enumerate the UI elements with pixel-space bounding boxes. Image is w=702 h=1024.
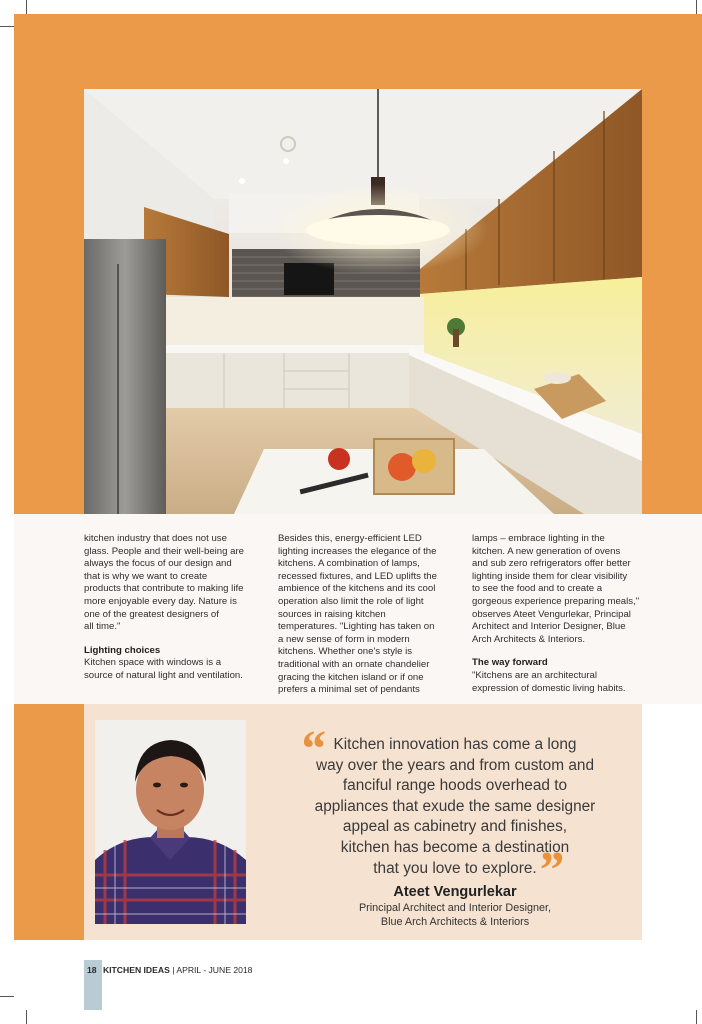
author-portrait xyxy=(95,720,246,924)
crop-mark xyxy=(0,996,14,997)
magazine-name: KITCHEN IDEAS xyxy=(102,965,170,975)
subheading-lighting-choices: Lighting choices xyxy=(84,644,161,656)
issue-date: APRIL - JUNE 2018 xyxy=(176,965,253,975)
article-column-3 xyxy=(472,533,647,695)
close-quote-icon: ” xyxy=(537,842,563,899)
subheading-way-forward: The way forward xyxy=(472,657,548,669)
crop-mark xyxy=(0,26,14,27)
crop-mark xyxy=(26,1010,27,1024)
paragraph: lamps – embrace lighting in the kitchen. A new generation of ovens and sub zero refrigerators offer better lighting inside them for clear visibility to see the food and to create a gorgeous experience preparing meals," observes Ateet Vengurlekar, Principal Architect and Interior Designer, Blue Arch Architects & Interiors. xyxy=(472,533,640,645)
paragraph: Kitchen space with windows is a source of natural light and ventilation. xyxy=(84,657,243,681)
open-quote-icon: “ xyxy=(299,721,325,778)
footer-separator: | xyxy=(172,965,175,975)
crop-mark xyxy=(26,0,27,14)
article-column-1 xyxy=(84,533,259,683)
paragraph: kitchen industry that does not use glass. People and their well-being are always the focus of our design and that is why we want to create products that contribute to making life more enjoyable every day. Nature is one of the greatest designers of all time." xyxy=(84,533,244,633)
paragraph: "Kitchens are an architectural expression of domestic living habits. xyxy=(472,669,626,694)
page-number: 18 xyxy=(87,965,97,975)
quote-author-name: Ateet Vengurlekar xyxy=(393,884,517,900)
orange-side-band xyxy=(14,704,84,940)
pullquote-text: Kitchen innovation has come a long way over the years and from custom and fanciful range hoods overhead to appliances that exude the same designer appeal as cabinetry and finishes, kitchen has become a destination that you love to explore. xyxy=(314,736,596,877)
crop-mark xyxy=(696,0,697,14)
page-footer xyxy=(87,965,252,975)
paragraph: Besides this, energy-efficient LED lighting increases the elegance of the kitchens. A combination of lamps, recessed fixtures, and LED uplifts the ambience of the kitchens and its cool operation also limit the role of light sources in raising kitchen temperatures. "Lighting has taken on a new sense of form in modern kitchens. Whether one's style is traditional with an ornate chandelier gracing the kitchen island or if one prefers a minimal set of pendants xyxy=(278,533,437,696)
kitchen-photo xyxy=(84,89,642,514)
article-column-2 xyxy=(278,533,453,697)
quote-author-role: Principal Architect and Interior Designer, Blue Arch Architects & Interiors xyxy=(358,902,552,928)
crop-mark xyxy=(696,1010,697,1024)
